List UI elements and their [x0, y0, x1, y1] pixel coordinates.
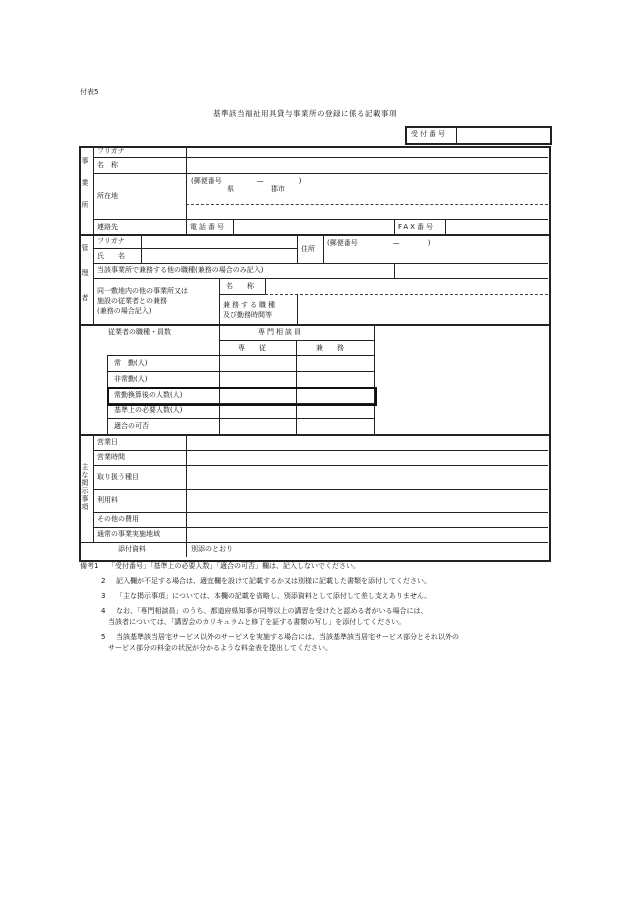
manager-address-label: 住所: [301, 245, 315, 253]
note-4b: 当該者については、「講習会のカリキュラムと修了を証する書類の写し」を添付してください。: [108, 618, 406, 626]
concurrent-header: 兼 務: [316, 344, 344, 352]
note-2: 記入欄が不足する場合は、適宜欄を設けて記載するか又は別様に記載した書類を添付してください。: [116, 577, 431, 585]
item-types-field[interactable]: [188, 466, 546, 488]
attachment-label: 添付資料: [118, 545, 146, 553]
note-5a: 当該基準該当居宅サービス以外のサービスを実施する場合には、当該基準該当居宅サービス部分とそれ以外の: [116, 633, 459, 641]
attachment-value: 別添のとおり: [191, 545, 233, 553]
note-5b: サービス部分の料金の状況が分かるような料金表を提出してください。: [108, 644, 332, 652]
manager-side-label: 管理者: [81, 244, 89, 319]
office-phone-label: 電話番号: [190, 223, 226, 231]
manager-name-label: 氏 名: [97, 252, 125, 260]
staff-row-compliance: 適合の可否: [114, 422, 149, 430]
usage-fee-field[interactable]: [188, 490, 546, 511]
main-item-other-costs: その他の費用: [97, 515, 139, 523]
service-area-field[interactable]: [188, 528, 546, 541]
page-title: 基準該当福祉用具貸与事業所の登録に係る記載事項: [213, 109, 397, 118]
office-side-label: 事業所: [81, 157, 89, 223]
office-fax-field[interactable]: [447, 220, 546, 233]
role-hours-field[interactable]: [299, 296, 546, 323]
office-fax-label: FAX番号: [398, 223, 435, 231]
manager-other-facility-line2: 施設の従業者との兼務: [97, 297, 167, 305]
office-postal-code: (郵便番号 — ): [191, 177, 302, 185]
staff-row-parttime: 非常勤(人): [114, 375, 148, 383]
office-furigana-label: フリガナ: [97, 147, 125, 155]
staff-row-required: 基準上の必要人数(人): [114, 406, 183, 414]
fulltime-header: 専 従: [238, 344, 266, 352]
note-2-num: 2: [101, 577, 106, 585]
note-3: 「主な掲示事項」については、本欄の記載を省略し、別添資料として添付して差し支えありません。: [116, 592, 432, 600]
main-item-service-area: 通常の事業実施地域: [97, 530, 160, 538]
main-item-usage-fee: 利用料: [97, 496, 118, 504]
manager-other-facility-line1: 同一敷地内の他の事業所又は: [97, 287, 188, 295]
manager-name-field[interactable]: [143, 249, 296, 262]
main-item-business-days: 営業日: [97, 438, 118, 446]
office-address-label: 所在地: [97, 192, 118, 200]
role-hours-label-line2: 及び勤務時間等: [223, 311, 272, 319]
main-item-business-hours: 営業時間: [97, 453, 125, 461]
manager-postal-code: (郵便番号 — ): [327, 239, 431, 247]
main-items-side-label: 主な掲示事項: [81, 463, 89, 511]
office-address-field[interactable]: [188, 174, 546, 218]
business-hours-field[interactable]: [188, 451, 546, 464]
receipt-value-cell[interactable]: [458, 128, 547, 142]
role-hours-label-line1: 兼務する職種: [223, 301, 277, 309]
facility-name-field[interactable]: [267, 279, 546, 293]
note-1: 「受付番号」「基準上の必要人数」「適合の可否」欄は、記入しないでください。: [108, 562, 360, 570]
note-4-num: 4: [101, 607, 106, 615]
staff-row-equivalent: 常勤換算後の人数(人): [114, 391, 183, 399]
note-4a: なお、「専門相談員」のうち、都道府県知事が同等以上の講習を受けたと認める者がいる場合には、: [116, 607, 428, 615]
appendix-label: 付表5: [80, 88, 99, 96]
manager-concurrent-role-label: 当該事業所で兼務する他の職種(兼務の場合のみ記入): [97, 266, 264, 274]
office-name-label: 名 称: [97, 161, 118, 169]
manager-concurrent-role-field[interactable]: [396, 264, 546, 277]
office-contact-label: 連絡先: [97, 223, 118, 231]
staff-row-fulltime: 常 勤(人): [114, 359, 148, 367]
note-3-num: 3: [101, 592, 106, 600]
manager-furigana-label: フリガナ: [97, 237, 125, 245]
consultant-header: 専門相談員: [258, 328, 303, 336]
main-item-item-types: 取り扱う種目: [97, 473, 139, 481]
manager-address-field[interactable]: [325, 236, 546, 262]
manager-other-facility-line3: (兼務の場合記入): [97, 307, 152, 315]
office-prefecture: 県: [227, 185, 234, 193]
office-name-field[interactable]: [188, 158, 546, 172]
business-days-field[interactable]: [188, 436, 546, 449]
office-city: 郡市: [271, 185, 285, 193]
staff-header: 従業者の職種・員数: [108, 328, 171, 336]
receipt-label: 受付番号: [411, 130, 447, 138]
other-costs-field[interactable]: [188, 513, 546, 526]
facility-name-label: 名 称: [226, 282, 254, 290]
note-5-num: 5: [101, 633, 106, 641]
note-head: 備考1: [80, 562, 99, 570]
office-phone-field[interactable]: [235, 220, 393, 233]
